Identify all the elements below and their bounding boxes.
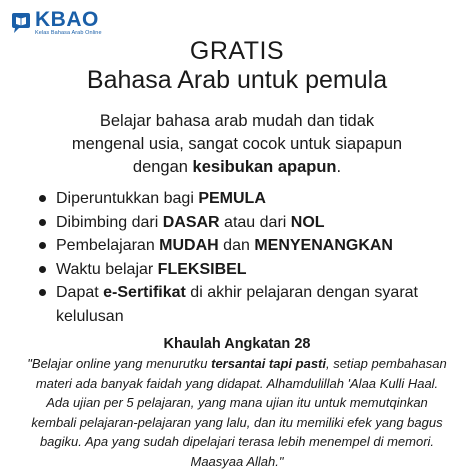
list-item (36, 187, 466, 211)
logo-name: KBAO (35, 8, 99, 31)
bullet-dot-icon (39, 242, 46, 249)
book-chat-icon (10, 11, 32, 35)
bullet-text: Waktu belajar (56, 260, 158, 278)
intro-line-3 (0, 156, 474, 179)
intro-line-3-suffix: . (336, 158, 342, 176)
bullet-bold: DASAR (162, 213, 220, 231)
bullet-bold: FLEKSIBEL (157, 260, 247, 278)
testimonial (0, 335, 474, 471)
list-item (36, 211, 466, 235)
bullet-bold: MUDAH (159, 237, 219, 254)
testimonial-author: Khaulah Angkatan 28 (163, 336, 311, 352)
headline-title: Bahasa Arab untuk pemula (86, 66, 388, 94)
logo-tagline: Kelas Bahasa Arab Online (35, 30, 102, 36)
bullet-dot-icon (39, 289, 46, 296)
bullet-text: Dapat (56, 284, 104, 301)
quote-text: , setiap pembahasan materi ada banyak faidah yang didapat. Alhamdulillah 'Alaa Kulli Haal. Ada ujian per 5 pelajaran, yang mana ujian itu untuk memutqinkan kembali pelajaran-pelajaran yang lalu, dan itu memiliki efek yang bagus bagiku. Apa yang sudah dipelajari terasa lebih menempel di memori. Maasyaa Allah." (31, 356, 447, 469)
kbao-logo (10, 9, 102, 37)
bullet-dot-icon (39, 266, 46, 273)
headline-gratis: GRATIS (189, 37, 285, 65)
list-item (36, 281, 466, 328)
testimonial-quote (0, 354, 474, 471)
bullet-bold: PEMULA (198, 190, 266, 207)
bullet-bold: NOL (290, 213, 325, 231)
bullet-dot-icon (39, 195, 46, 202)
list-item (36, 234, 466, 258)
intro-line-2: mengenal usia, sangat cocok untuk siapapun (71, 135, 403, 153)
bullet-bold: MENYENANGKAN (254, 237, 393, 254)
bullet-text: atau dari (219, 213, 291, 231)
quote-emphasis: tersantai tapi pasti (211, 356, 326, 371)
list-item (36, 258, 466, 282)
intro-text (0, 110, 474, 179)
bullet-bold: e-Sertifikat (103, 284, 186, 301)
bullet-text: Pembelajaran (56, 237, 160, 254)
bullet-text: di akhir pelajaran dengan syarat kelulusan (56, 284, 418, 325)
bullet-dot-icon (39, 219, 46, 226)
intro-emphasis: kesibukan apapun (192, 158, 337, 176)
intro-line-1: Belajar bahasa arab mudah dan tidak (99, 112, 375, 130)
bullet-text: dan (218, 237, 255, 254)
bullet-text: Diperuntukkan bagi (56, 190, 199, 207)
quote-text: "Belajar online yang menurutku (27, 356, 212, 371)
bullet-text: Dibimbing dari (56, 213, 163, 231)
benefit-list (36, 187, 466, 328)
intro-line-3-prefix: dengan (132, 158, 193, 176)
